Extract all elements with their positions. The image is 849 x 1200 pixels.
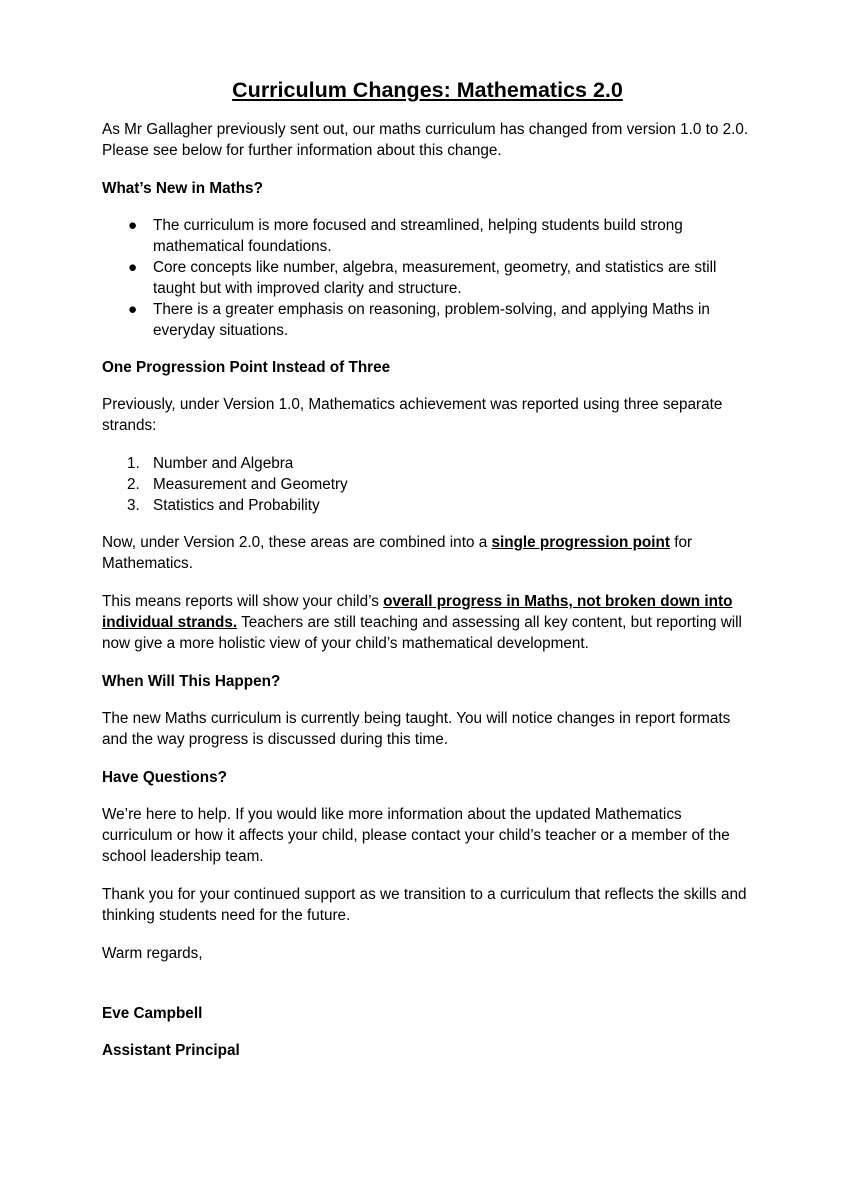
text-run: This means reports will show your child’s xyxy=(102,593,384,610)
document-title: Curriculum Changes: Mathematics 2.0 xyxy=(232,78,623,102)
single-point-paragraph xyxy=(102,532,753,574)
when-heading: When Will This Happen? xyxy=(102,673,281,690)
whats-new-list xyxy=(102,215,753,341)
questions-heading: Have Questions? xyxy=(102,769,227,786)
when-paragraph: The new Maths curriculum is currently being taught. You will notice changes in report formats and the way progress is discussed during this time. xyxy=(102,710,731,748)
signatory-name: Eve Campbell xyxy=(102,1005,203,1022)
list-item-text: The curriculum is more focused and streamlined, helping students build strong mathematical foundations. xyxy=(153,217,683,255)
list-number: 3. xyxy=(127,497,140,514)
thanks-paragraph: Thank you for your continued support as we transition to a curriculum that reflects the skills and thinking students need for the future. xyxy=(102,886,747,924)
text-run: Teachers are still teaching and assessing all key content, but reporting will now give a more holistic view of your child’s mathematical development. xyxy=(102,614,742,652)
list-item xyxy=(102,299,753,341)
bullet-icon: ● xyxy=(128,217,138,234)
progression-intro-paragraph: Previously, under Version 1.0, Mathematics achievement was reported using three separate strands: xyxy=(102,396,723,434)
list-item-text: Core concepts like number, algebra, measurement, geometry, and statistics are still taught but with improved clarity and structure. xyxy=(153,259,717,297)
text-run: for Mathematics. xyxy=(102,534,693,572)
list-item xyxy=(102,257,753,299)
list-item-text: Measurement and Geometry xyxy=(153,476,348,493)
whats-new-heading: What’s New in Maths? xyxy=(102,180,263,197)
list-item xyxy=(102,453,753,474)
closing-line: Warm regards, xyxy=(102,945,203,962)
list-item xyxy=(102,495,753,516)
intro-paragraph: As Mr Gallagher previously sent out, our maths curriculum has changed from version 1.0 to 2.0. Please see below for further information about this change. xyxy=(102,121,749,159)
questions-paragraph: We’re here to help. If you would like more information about the updated Mathematics curriculum or how it affects your child, please contact your child’s teacher or a member of the school leadership team. xyxy=(102,806,730,865)
list-number: 2. xyxy=(127,476,140,493)
list-item-text: Number and Algebra xyxy=(153,455,294,472)
strands-list xyxy=(102,453,753,516)
text-run: Now, under Version 2.0, these areas are combined into a xyxy=(102,534,492,551)
bullet-icon: ● xyxy=(128,301,138,318)
emphasis-text: single progression point xyxy=(491,534,670,551)
list-item xyxy=(102,474,753,495)
list-number: 1. xyxy=(127,455,140,472)
overall-progress-paragraph xyxy=(102,591,753,654)
emphasis-text: overall progress in Maths, not broken down into individual strands. xyxy=(102,593,733,631)
progression-heading: One Progression Point Instead of Three xyxy=(102,359,391,376)
bullet-icon: ● xyxy=(128,259,138,276)
signature-spacer xyxy=(102,981,753,1003)
list-item xyxy=(102,215,753,257)
list-item-text: There is a greater emphasis on reasoning, problem-solving, and applying Maths in everyday situations. xyxy=(153,301,710,339)
list-item-text: Statistics and Probability xyxy=(153,497,320,514)
signatory-role: Assistant Principal xyxy=(102,1042,240,1059)
